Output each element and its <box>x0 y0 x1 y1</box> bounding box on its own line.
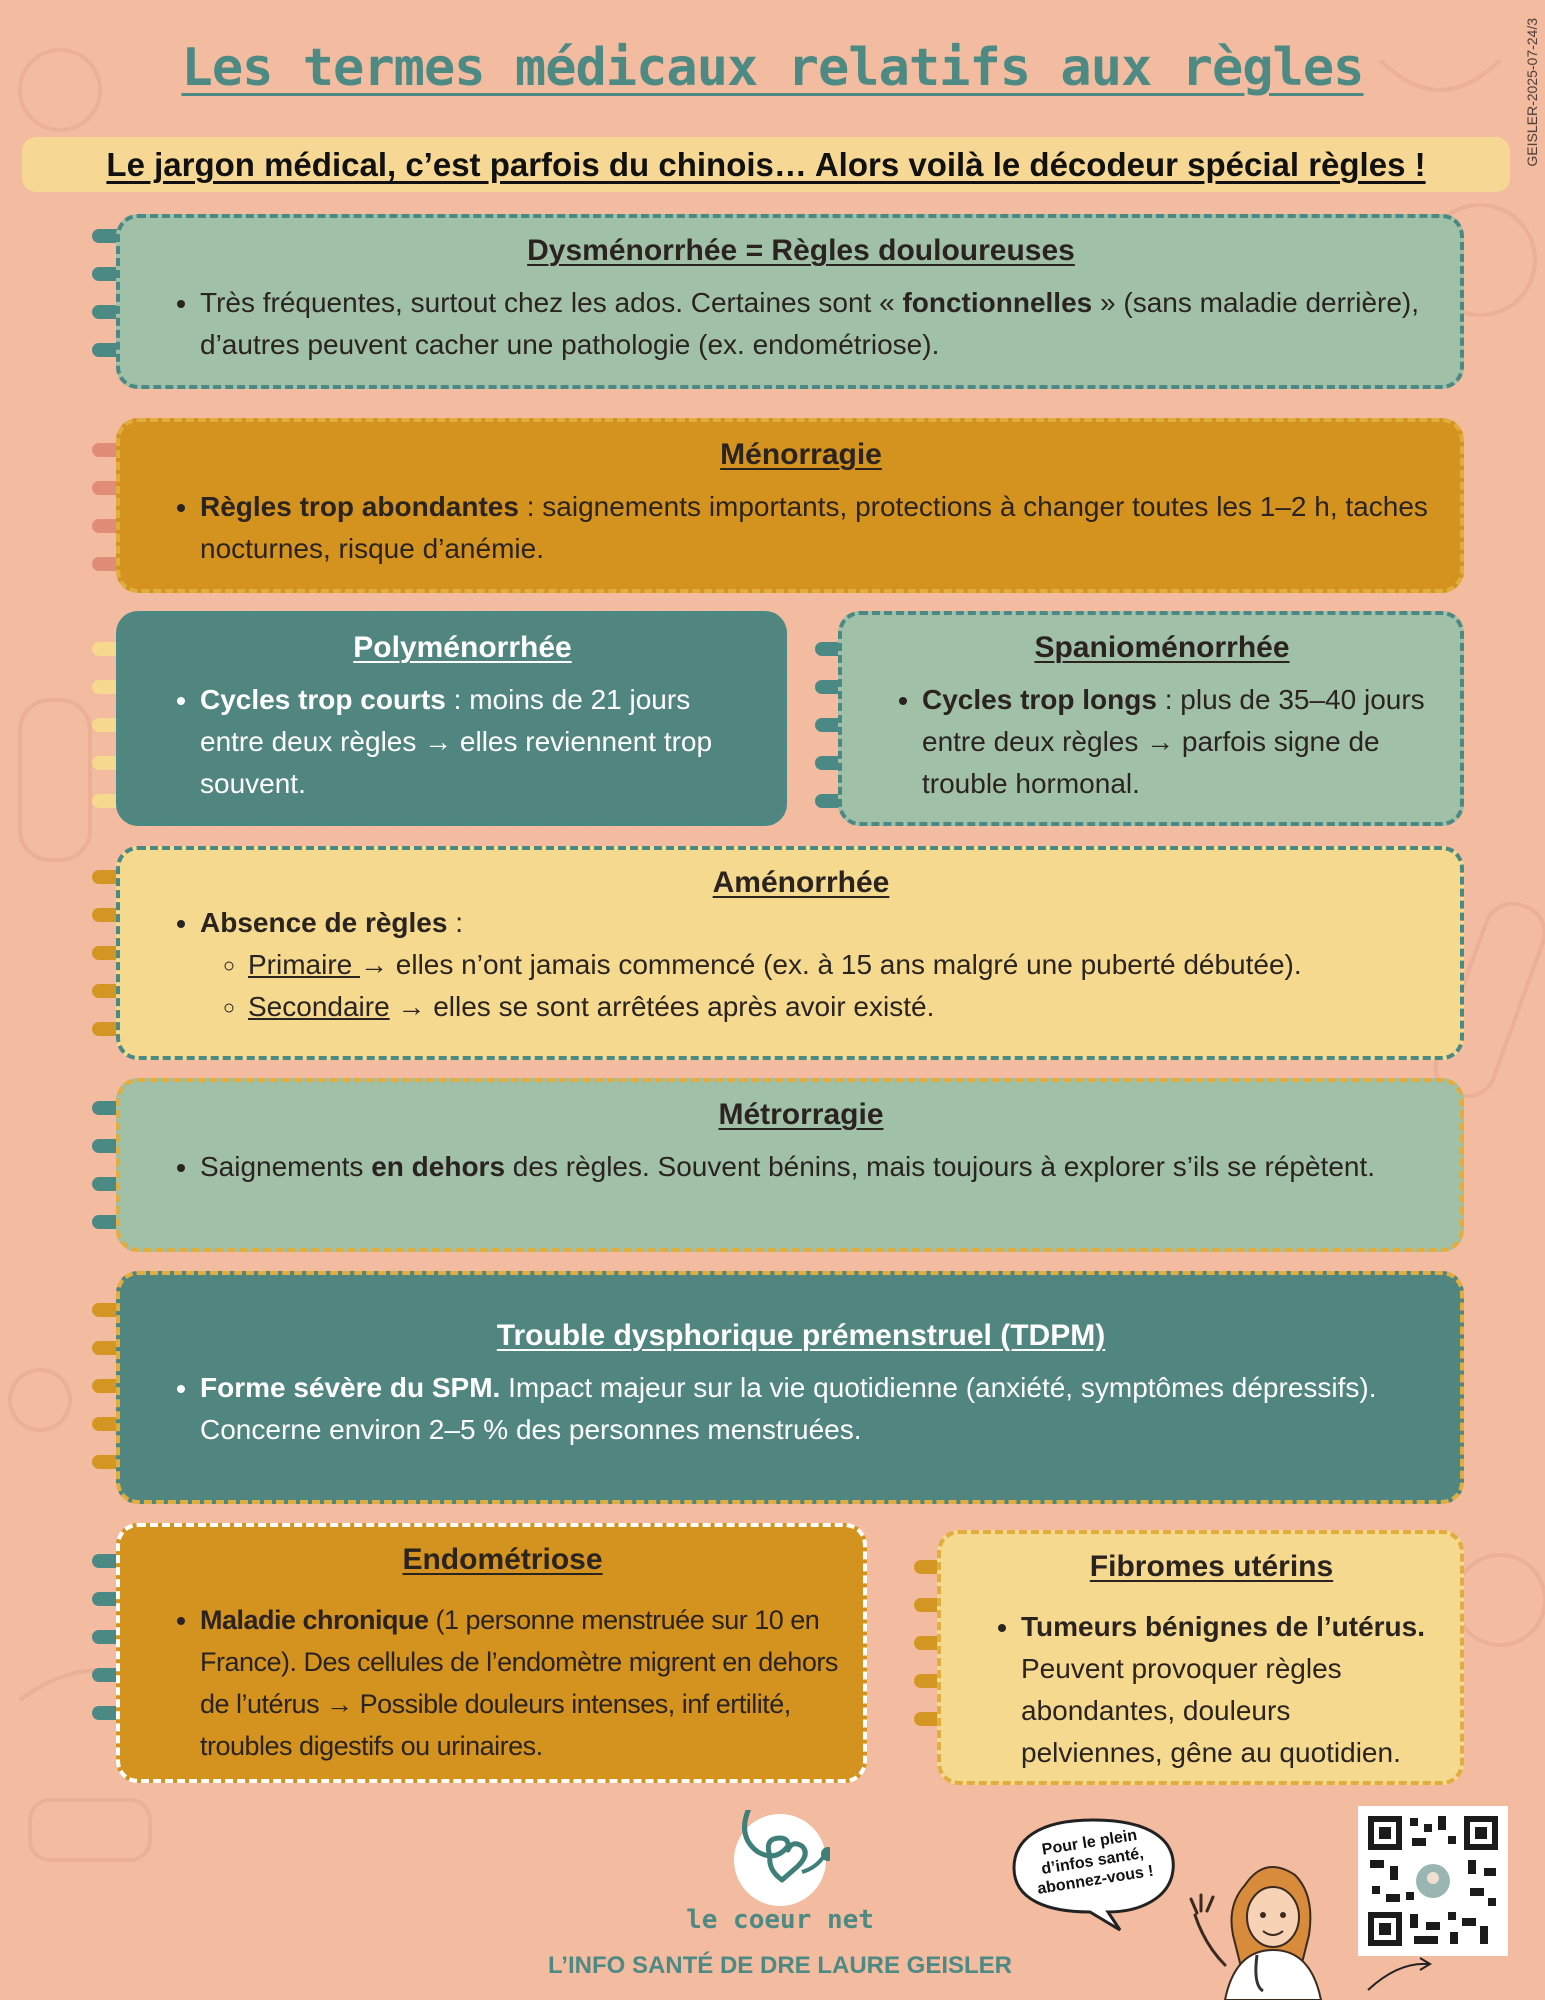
card-title: Aménorrhée <box>712 866 890 899</box>
card-bullet: • Saignements en dehors des règles. Souvent bénins, mais toujours à explorer s’ils se répètent. <box>200 1146 1436 1188</box>
brand-name: le coeur net <box>686 1905 874 1935</box>
card-sub-bullet: ◦ Secondaire → elles se sont arrêtées après avoir existé. <box>248 986 1436 1028</box>
doctor-illustration-icon <box>1185 1855 1345 2000</box>
card-title: Dysménorrhée = Règles douloureuses <box>527 234 1075 267</box>
card-metrorragie <box>116 1078 1464 1252</box>
card-polymenorrhee <box>116 611 787 826</box>
page-subtitle: Le jargon médical, c’est parfois du chinois… Alors voilà le décodeur spécial règles ! <box>22 137 1510 192</box>
qr-code-icon[interactable] <box>1358 1806 1508 1956</box>
page-title: Les termes médicaux relatifs aux règles <box>181 38 1364 98</box>
card-bullet: • Cycles trop longs : plus de 35–40 jours entre deux règles → parfois signe de trouble hormonal. <box>922 679 1436 805</box>
card-spaniomenorrhee <box>838 611 1464 826</box>
card-fibromes <box>937 1530 1464 1785</box>
card-bullet: • Règles trop abondantes : saignements importants, protections à changer toutes les 1–2 h, taches nocturnes, risque d’anémie. <box>200 486 1436 570</box>
card-bullet: • Absence de règles : ◦ Primaire → elles n’ont jamais commencé (ex. à 15 ans malgré une puberté débutée). ◦ Secondaire → elles se sont arrêtées après avoir existé. <box>200 902 1436 1028</box>
card-dysmenorrhee <box>116 214 1464 389</box>
card-title: Métrorragie <box>718 1098 884 1131</box>
card-amenorrhee <box>116 846 1464 1060</box>
subscribe-callout: Pour le plein d’infos santé, abonnez-vous ! <box>1036 1826 1155 1898</box>
card-title: Polyménorrhée <box>353 631 572 664</box>
card-bullet: • Tumeurs bénignes de l’utérus. Peuvent provoquer règles abondantes, douleurs pelviennes, gêne au quotidien. <box>1021 1606 1436 1774</box>
brand-tagline: L’INFO SANTÉ DE DRE LAURE GEISLER <box>547 1952 1013 1979</box>
reference-code: GEISLER-2025-07-24/3 <box>1524 18 1540 167</box>
card-bullet: • Très fréquentes, surtout chez les ados. Certaines sont « fonctionnelles » (sans maladie derrière), d’autres peuvent cacher une pathologie (ex. endométriose). <box>200 282 1436 366</box>
card-tdpm <box>116 1271 1464 1504</box>
card-title: Spanioménorrhée <box>1034 631 1290 664</box>
card-title: Fibromes utérins <box>1089 1550 1334 1583</box>
card-bullet: • Maladie chronique (1 personne menstruée sur 10 en France). Des cellules de l’endomètre migrent en dehors de l’utérus → Possible douleurs intenses, inf ertilité, troubles digestifs ou urinaires. <box>200 1599 839 1767</box>
card-bullet: • Cycles trop courts : moins de 21 jours entre deux règles → elles reviennent trop souvent. <box>200 679 759 805</box>
curved-arrow-icon <box>1360 1950 1460 1995</box>
card-endometriose <box>116 1523 867 1783</box>
card-title: Ménorragie <box>720 438 882 471</box>
card-title: Trouble dysphorique prémenstruel (TDPM) <box>496 1319 1106 1352</box>
card-menorragie <box>116 418 1464 593</box>
card-bullet: • Forme sévère du SPM. Impact majeur sur la vie quotidienne (anxiété, symptômes dépressifs). Concerne environ 2–5 % des personnes menstruées. <box>200 1367 1436 1451</box>
card-sub-bullet: ◦ Primaire → elles n’ont jamais commencé (ex. à 15 ans malgré une puberté débutée). <box>248 944 1436 986</box>
stethoscope-heart-logo-icon <box>730 1810 830 1910</box>
card-title: Endométriose <box>402 1543 603 1576</box>
